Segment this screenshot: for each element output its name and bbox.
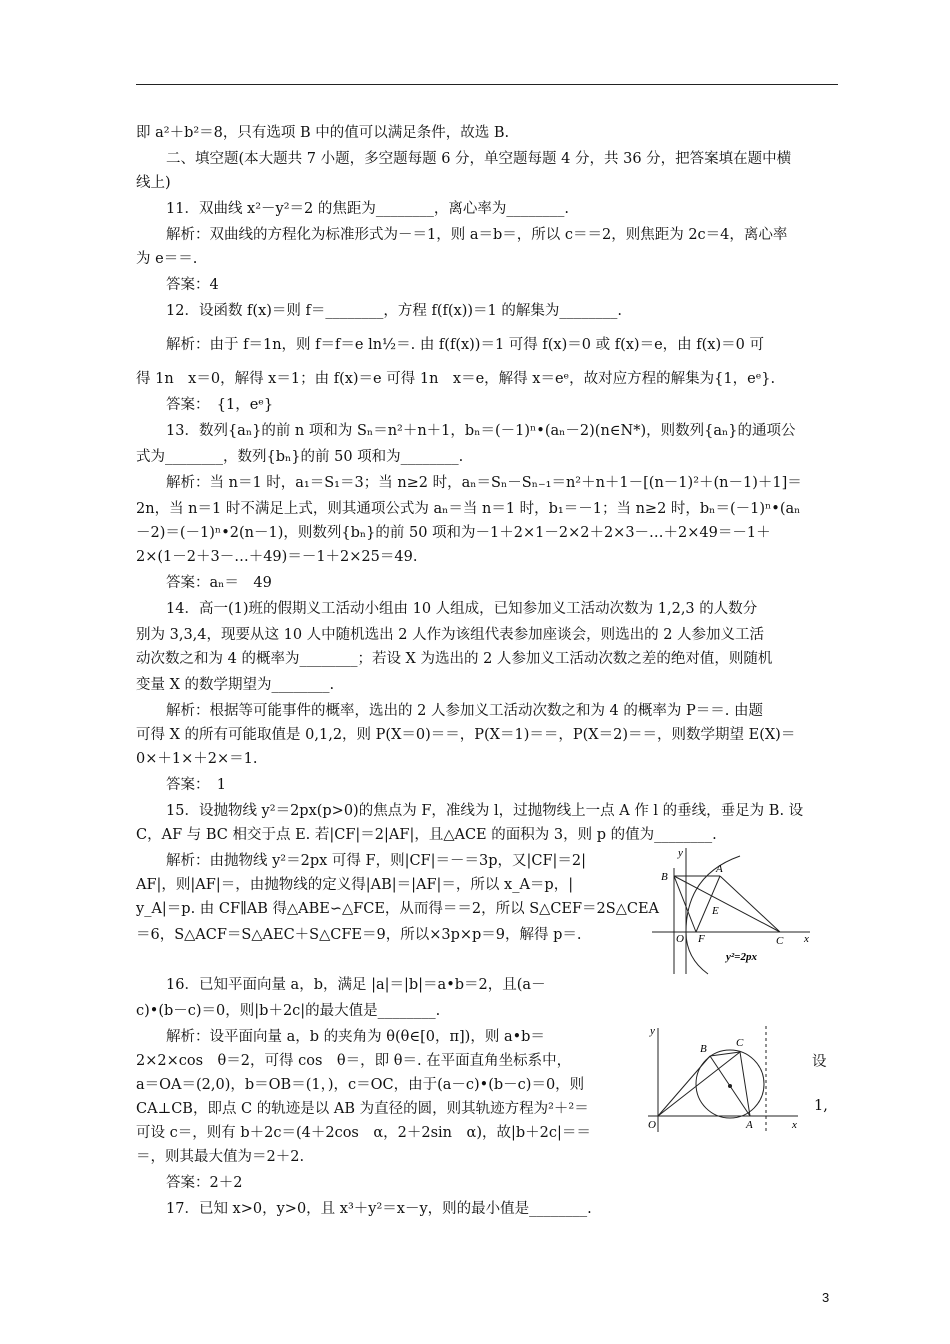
text-line: 0×＋1×＋2×＝1. xyxy=(136,751,258,767)
text-line: 答案：2＋2 xyxy=(166,1175,243,1191)
text-line: y_A|＝p. 由 CF∥AB 得△ABE∽△FCE，从而得＝＝2，所以 S△CEF＝2S△CEA xyxy=(136,901,660,917)
text-line: CA⊥CB，即点 C 的轨迹是以 AB 为直径的圆，则其轨迹方程为²＋²＝ xyxy=(136,1101,589,1117)
text-line: 2n，当 n＝1 时不满足上式，则其通项公式为 aₙ＝当 n＝1 时，b₁＝－1；当 n≥2 时，bₙ＝(－1)ⁿ•(aₙ xyxy=(136,501,801,517)
label-e: E xyxy=(712,905,719,917)
text-line: 动次数之和为 4 的概率为________；若设 X 为选出的 2 人参加义工活动次数之差的绝对值，则随机 xyxy=(136,651,773,667)
text-line: －2)＝(－1)ⁿ•2(n－1)，则数列{bₙ}的前 50 项和为－1＋2×1－2×2＋2×3－…＋2×49＝－1＋ xyxy=(136,525,771,541)
text-line: 二、填空题(本大题共 7 小题，多空题每题 6 分，单空题每题 4 分，共 36 分，把答案填在题中横 xyxy=(166,151,792,167)
label-f: F xyxy=(698,933,705,945)
text-line: 变量 X 的数学期望为________. xyxy=(136,677,335,693)
side-text: 设 xyxy=(812,1054,827,1070)
text-line: 解析：双曲线的方程化为标准形式为－＝1，则 a＝b＝，所以 c＝＝2，则焦距为 2c＝4，离心率 xyxy=(166,227,788,243)
text-line: 解析：由于 f＝1n，则 f＝f＝e ln½＝. 由 f(f(x))＝1 可得 f(x)＝0 或 f(x)＝e，由 f(x)＝0 可 xyxy=(166,337,764,353)
parabola-figure xyxy=(648,840,820,980)
text-line: C，AF 与 BC 相交于点 E. 若|CF|＝2|AF|，且△ACE 的面积为 3，则 p 的值为________. xyxy=(136,827,717,843)
vector-oc xyxy=(658,1052,740,1116)
text-line: 答案： {1，eᵉ} xyxy=(166,397,274,413)
label-c: C xyxy=(736,1037,744,1049)
side-text: 1, xyxy=(814,1098,828,1114)
label-curve: y²=2px xyxy=(726,951,757,963)
text-line: 即 a²＋b²＝8，只有选项 B 中的值可以满足条件，故选 B. xyxy=(136,125,510,141)
text-line: 别为 3,3,4，现要从这 10 人中随机选出 2 人作为该组代表参加座谈会，则选出的 2 人参加义工活 xyxy=(136,627,765,643)
text-line: 解析：设平面向量 a，b 的夹角为 θ(θ∈[0，π])，则 a•b＝ xyxy=(166,1029,545,1045)
text-line: ＝6，S△ACF＝S△AEC＋S△CFE＝9，所以×3p×p＝9，解得 p＝. xyxy=(136,927,582,943)
label-y: y xyxy=(678,847,683,859)
text-line: 2×2×cos θ＝2，可得 cos θ＝，即 θ＝. 在平面直角坐标系中， xyxy=(136,1053,572,1069)
text-line: 答案： 1 xyxy=(166,777,226,793)
text-line: 答案：4 xyxy=(166,277,219,293)
text-line: c)•(b－c)＝0，则|b＋2c|的最大值是________. xyxy=(136,1003,441,1019)
segment-ca xyxy=(740,1052,750,1116)
text-line: 解析：由抛物线 y²＝2px 可得 F，则|CF|＝－＝3p，又|CF|＝2| xyxy=(166,853,587,869)
text-line: 2×(1－2＋3－…＋49)＝－1＋2×25＝49. xyxy=(136,549,418,565)
text-line: 11．双曲线 x²－y²＝2 的焦距为________，离心率为________. xyxy=(166,201,569,217)
text-line: 解析：当 n＝1 时，a₁＝S₁＝3；当 n≥2 时，aₙ＝Sₙ－Sₙ₋₁＝n²＋n＋1－[(n－1)²＋(n－1)＋1]＝ xyxy=(166,475,802,491)
label-o: O xyxy=(676,933,684,945)
page-number: 3 xyxy=(822,1290,830,1305)
label-x: x xyxy=(804,933,809,945)
vector-circle-figure xyxy=(644,1020,804,1140)
text-line: 答案：aₙ＝ 49 xyxy=(166,575,272,591)
text-line: 17．已知 x>0，y>0，且 x³＋y²＝x－y，则的最小值是________. xyxy=(166,1201,592,1217)
text-line: 解析：根据等可能事件的概率，选出的 2 人参加义工活动次数之和为 4 的概率为 P＝＝. 由题 xyxy=(166,703,763,719)
label-a: A xyxy=(746,1119,753,1131)
label-y: y xyxy=(650,1025,655,1037)
label-c: C xyxy=(776,935,784,947)
label-x: x xyxy=(792,1119,797,1131)
text-line: 线上) xyxy=(136,175,171,191)
text-line: 得 1n x＝0，解得 x＝1；由 f(x)＝e 可得 1n x＝e，解得 x＝eᵉ，故对应方程的解集为{1，eᵉ}. xyxy=(136,371,776,387)
text-line: 12．设函数 f(x)＝则 f＝________，方程 f(f(x))＝1 的解集为________. xyxy=(166,303,622,319)
text-line: AF|，则|AF|＝，由抛物线的定义得|AB|＝|AF|＝，所以 x_A＝p，| xyxy=(136,877,574,893)
text-line: 15．设抛物线 y²＝2px(p>0)的焦点为 F，准线为 l，过抛物线上一点 A 作 l 的垂线，垂足为 B. 设 xyxy=(166,803,804,819)
text-line: 可得 X 的所有可能取值是 0,1,2，则 P(X＝0)＝＝，P(X＝1)＝＝，P(X＝2)＝＝，则数学期望 E(X)＝ xyxy=(136,727,796,743)
segment-ac xyxy=(720,876,780,932)
text-line: 13．数列{aₙ}的前 n 项和为 Sₙ＝n²＋n＋1，bₙ＝(－1)ⁿ•(aₙ－2)(n∈N*)，则数列{aₙ}的通项公 xyxy=(166,423,796,439)
text-line: a＝OA＝(2,0)，b＝OB＝(1，)，c＝OC，由于(a－c)•(b－c)＝0，则 xyxy=(136,1077,585,1093)
text-line: 16．已知平面向量 a，b，满足 |a|＝|b|＝a•b＝2，且(a－ xyxy=(166,977,546,993)
vector-ob xyxy=(658,1056,710,1116)
circle-center xyxy=(728,1084,732,1088)
header-rule xyxy=(136,84,838,85)
text-line: 为 e＝＝. xyxy=(136,251,198,267)
text-line: 可设 c＝，则有 b＋2c＝(4＋2cos α，2＋2sin α)，故|b＋2c|＝＝ xyxy=(136,1125,591,1141)
segment-bf xyxy=(674,876,696,932)
text-line: ＝，则其最大值为＝2＋2. xyxy=(136,1149,305,1165)
label-a: A xyxy=(716,863,723,875)
text-line: 14．高一(1)班的假期义工活动小组由 10 人组成，已知参加义工活动次数为 1,2,3 的人数分 xyxy=(166,601,758,617)
label-o: O xyxy=(648,1119,656,1131)
label-b: B xyxy=(700,1043,707,1055)
label-b: B xyxy=(661,871,668,883)
text-line: 式为________，数列{bₙ}的前 50 项和为________. xyxy=(136,449,464,465)
